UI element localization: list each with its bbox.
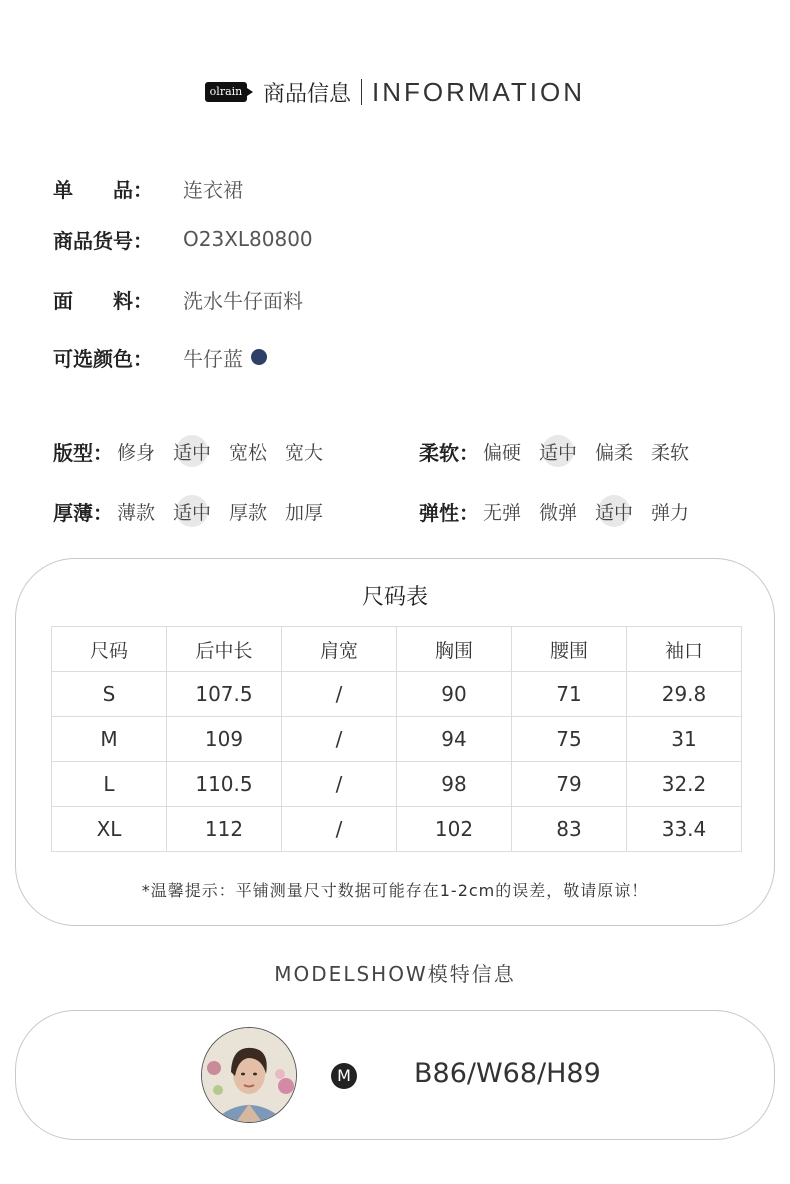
attr-option: 宽松 — [229, 441, 268, 464]
table-cell: XL — [52, 807, 167, 852]
model-info-panel — [15, 1010, 775, 1140]
table-cell: 31 — [627, 717, 742, 762]
attr-label: 版型： — [53, 440, 113, 465]
table-cell: 109 — [167, 717, 282, 762]
header-title-en: INFORMATION — [371, 76, 586, 107]
attr-option: 偏柔 — [595, 441, 634, 464]
table-cell: 33.4 — [627, 807, 742, 852]
table-cell: 102 — [397, 807, 512, 852]
info-label: 可选颜色： — [53, 346, 153, 371]
info-value: 洗水牛仔面料 — [183, 288, 303, 313]
info-label: 单 品： — [53, 177, 153, 202]
table-cell: 83 — [512, 807, 627, 852]
table-cell: L — [52, 762, 167, 807]
info-value: O23XL80800 — [183, 227, 313, 251]
table-cell: S — [52, 672, 167, 717]
header-title-cn: 商品信息 — [262, 81, 351, 107]
table-row — [52, 762, 742, 807]
attr-elasticity — [419, 494, 707, 528]
attr-option-selected: 适中 — [173, 498, 211, 525]
table-cell: 94 — [397, 717, 512, 762]
attr-label: 厚薄： — [53, 500, 113, 525]
info-value: 牛仔蓝 — [183, 346, 243, 371]
section-header — [0, 72, 790, 112]
brand-logo: olrain — [205, 82, 247, 102]
info-label: 商品货号： — [53, 228, 153, 253]
table-cell: M — [52, 717, 167, 762]
table-cell: 71 — [512, 672, 627, 717]
attr-fit — [53, 434, 341, 468]
table-cell: 32.2 — [627, 762, 742, 807]
attr-softness — [419, 434, 707, 468]
measurement-tip: *温馨提示：平铺测量尺寸数据可能存在1-2cm的误差，敬请原谅！ — [141, 881, 649, 900]
attr-option: 偏硬 — [483, 441, 522, 464]
info-value: 连衣裙 — [183, 177, 243, 202]
attr-option: 柔软 — [651, 441, 690, 464]
table-cell: / — [282, 672, 397, 717]
attr-option: 加厚 — [285, 501, 324, 524]
attr-option: 厚款 — [229, 501, 268, 524]
table-cell: / — [282, 807, 397, 852]
table-row — [52, 717, 742, 762]
table-cell: / — [282, 717, 397, 762]
attr-option: 修身 — [117, 441, 156, 464]
table-cell: / — [282, 762, 397, 807]
table-cell: 79 — [512, 762, 627, 807]
table-header-cell: 尺码 — [52, 627, 167, 672]
model-section-title: MODELSHOW模特信息 — [274, 962, 516, 986]
attr-option: 宽大 — [285, 441, 324, 464]
size-chart-title: 尺码表 — [361, 585, 428, 610]
table-cell: 75 — [512, 717, 627, 762]
info-row-color — [53, 342, 267, 372]
info-label: 面 料： — [53, 288, 153, 313]
table-cell: 107.5 — [167, 672, 282, 717]
table-header-cell: 后中长 — [167, 627, 282, 672]
table-header-cell: 胸围 — [397, 627, 512, 672]
table-header-cell: 肩宽 — [282, 627, 397, 672]
table-row — [52, 807, 742, 852]
model-avatar — [201, 1027, 297, 1123]
table-header-row — [52, 627, 742, 672]
table-cell: 112 — [167, 807, 282, 852]
model-size-badge: M — [331, 1063, 357, 1089]
info-row-fabric — [53, 284, 303, 314]
table-header-cell: 袖口 — [627, 627, 742, 672]
table-header-cell: 腰围 — [512, 627, 627, 672]
attr-thickness — [53, 494, 341, 528]
table-row — [52, 672, 742, 717]
attr-option-selected: 适中 — [539, 438, 577, 465]
attr-label: 弹性： — [419, 500, 479, 525]
attr-option: 微弹 — [539, 501, 578, 524]
attr-option: 无弹 — [483, 501, 522, 524]
info-row-sku — [53, 224, 313, 254]
color-swatch — [251, 349, 267, 365]
attr-option: 薄款 — [117, 501, 156, 524]
model-portrait-image — [202, 1028, 296, 1122]
table-cell: 110.5 — [167, 762, 282, 807]
attr-label: 柔软： — [419, 440, 479, 465]
table-cell: 29.8 — [627, 672, 742, 717]
attr-option-selected: 适中 — [595, 498, 633, 525]
table-cell: 98 — [397, 762, 512, 807]
attr-option: 弹力 — [651, 501, 690, 524]
info-row-item — [53, 173, 243, 203]
header-divider — [361, 79, 362, 105]
size-table — [51, 626, 742, 852]
table-cell: 90 — [397, 672, 512, 717]
model-measurements: B86/W68/H89 — [414, 1058, 601, 1089]
attr-option-selected: 适中 — [173, 438, 211, 465]
